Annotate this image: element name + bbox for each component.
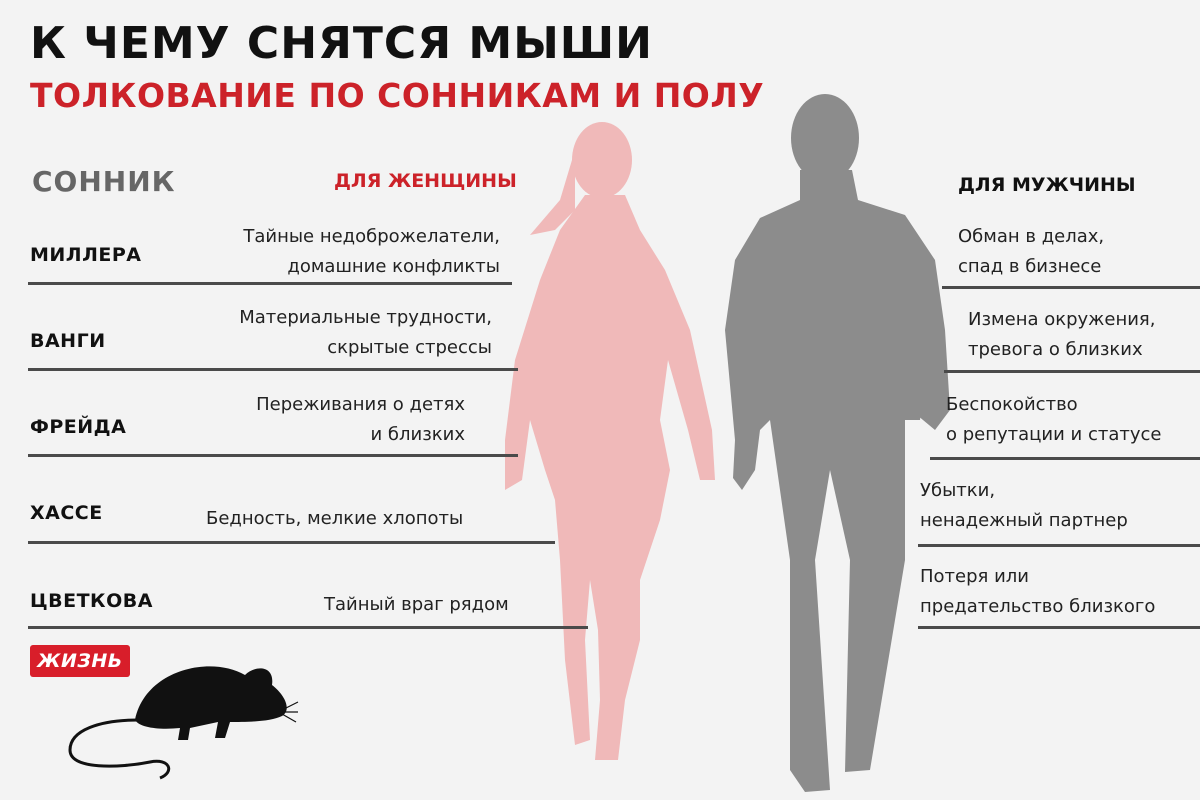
women-interpretation: [206, 504, 463, 534]
interpretation-line: Убытки,: [920, 480, 996, 501]
men-interpretation: [946, 390, 1161, 450]
women-interpretation: [324, 590, 509, 620]
dream-book-name: ХАССЕ: [30, 502, 103, 524]
interpretation-line: Тайный враг рядом: [324, 594, 509, 615]
women-interpretation: [243, 222, 500, 282]
row-divider: [944, 370, 1200, 373]
row-divider: [28, 454, 518, 457]
row-divider: [28, 541, 555, 544]
interpretation-line: Бедность, мелкие хлопоты: [206, 508, 464, 529]
women-interpretation: [239, 303, 492, 363]
interpretation-line: Обман в делах,: [958, 226, 1105, 247]
men-interpretation: [920, 562, 1155, 622]
woman-silhouette-icon: [505, 122, 715, 760]
interpretation-line: скрытые стрессы: [327, 337, 492, 358]
dream-book-name: ВАНГИ: [30, 330, 106, 352]
interpretation-line: Тайные недоброжелатели,: [243, 226, 500, 247]
women-interpretation: [256, 390, 465, 450]
interpretation-line: спад в бизнесе: [958, 256, 1102, 277]
page-subtitle: ТОЛКОВАНИЕ ПО СОННИКАМ И ПОЛУ: [30, 76, 765, 115]
interpretation-line: Переживания о детях: [256, 394, 465, 415]
dream-book-column-header: СОННИК: [32, 165, 176, 198]
dream-book-name: ФРЕЙДА: [30, 416, 127, 438]
row-divider: [918, 544, 1200, 547]
men-interpretation: [958, 222, 1104, 282]
men-column-header: ДЛЯ МУЖЧИНЫ: [958, 174, 1136, 196]
brand-logo: ЖИЗНЬ: [30, 645, 130, 677]
interpretation-line: домашние конфликты: [287, 256, 500, 277]
row-divider: [28, 368, 518, 371]
interpretation-line: и близких: [370, 424, 465, 445]
man-silhouette-icon: [725, 94, 950, 792]
interpretation-line: о репутации и статусе: [946, 424, 1162, 445]
dream-book-name: МИЛЛЕРА: [30, 244, 142, 266]
interpretation-line: Потеря или: [920, 566, 1029, 587]
interpretation-line: Беспокойство: [946, 394, 1078, 415]
interpretation-line: Измена окружения,: [968, 309, 1156, 330]
women-column-header: ДЛЯ ЖЕНЩИНЫ: [334, 170, 517, 192]
row-divider: [930, 457, 1200, 460]
row-divider: [942, 286, 1200, 289]
row-divider: [28, 282, 512, 285]
men-interpretation: [968, 305, 1155, 365]
interpretation-line: ненадежный партнер: [920, 510, 1128, 531]
dream-book-name: ЦВЕТКОВА: [30, 590, 153, 612]
men-interpretation: [920, 476, 1128, 536]
interpretation-line: Материальные трудности,: [239, 307, 492, 328]
page-title: К ЧЕМУ СНЯТСЯ МЫШИ: [30, 18, 653, 69]
row-divider: [918, 626, 1200, 629]
row-divider: [28, 626, 588, 629]
interpretation-line: предательство близкого: [920, 596, 1156, 617]
interpretation-line: тревога о близких: [968, 339, 1143, 360]
